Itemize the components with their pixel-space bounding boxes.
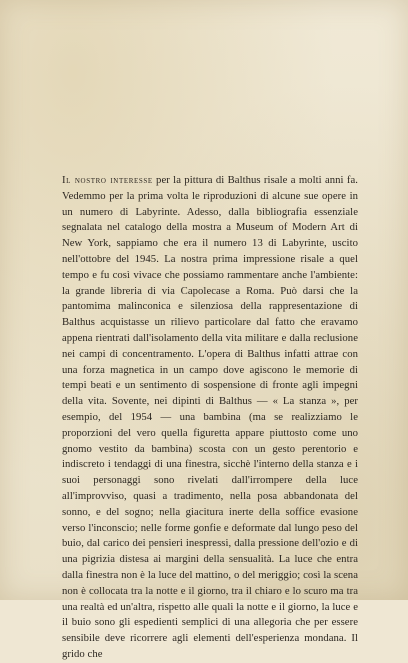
article-paragraph — [62, 173, 358, 663]
paragraph-lead-in: Il nostro interesse — [62, 174, 153, 186]
paragraph-body: per la pittura di Balthus risale a molti anni fa. Vedemmo per la prima volta le riproduzioni di alcune sue opere in un numero di Labyrinte. Adesso, dalla bibliografia essenziale segnalata nel catalogo della mostra a Museum of Modern Art di New York, sappiamo che era il numero 13 di Labyrinte, uscito nell'ottobre del 1945. La nostra prima impressione risale a quel tempo e fu così vivace che possiamo rammentare anche l'ambiente: la grande libreria di via Capolecase a Roma. Può darsi che la pantomima malinconica e silenziosa della rappresentazione di Balthus acquistasse un rilievo particolare dal fatto che eravamo appena rientrati dall'isolamento della vita militare e dalla reclusione nei campi di concentramento. L'opera di Balthus infatti attrae con una forza magnetica in un campo dove agiscono le memorie di tempi beati e un sentimento di sospensione di fronte agli impegni della vita. Sovente, nei dipinti di Balthus — « La stanza », per esempio, del 1954 — una bambina (ma se realizziamo le proporzioni del vero quella figuretta appare piuttosto come uno gnomo vestito da bambina) scosta con un gesto perentorio e indiscreto i tendaggi di una finestra, sicchè l'interno della stanza e i suoi personaggi sono rivelati dall'irrompere della luce all'improvviso, quasi a tradimento, nella posa abbandonata del sonno, e del sogno; nella giacitura inerte della soffice evasione verso l'inconscio; nelle forme gonfie e deformate dal lungo peso del buio, dal carico dei pensieri inespressi, dalla pressione dell'ozio e di una pigrizia distesa ai margini della sensualità. La luce che entra dalla finestra non è la luce del mattino, o del meriggio; così la scena non è collocata tra la notte e il giorno, tra il chiaro e lo scuro ma tra una realtà ed un'altra, rispetto alle quali la notte e il giorno, la luce e il buio sono gli espedienti semplici di una allegoria che per essere sensibile deve ricorrere agli elementi dell'esperienza mondana. Il grido che — [62, 174, 358, 660]
